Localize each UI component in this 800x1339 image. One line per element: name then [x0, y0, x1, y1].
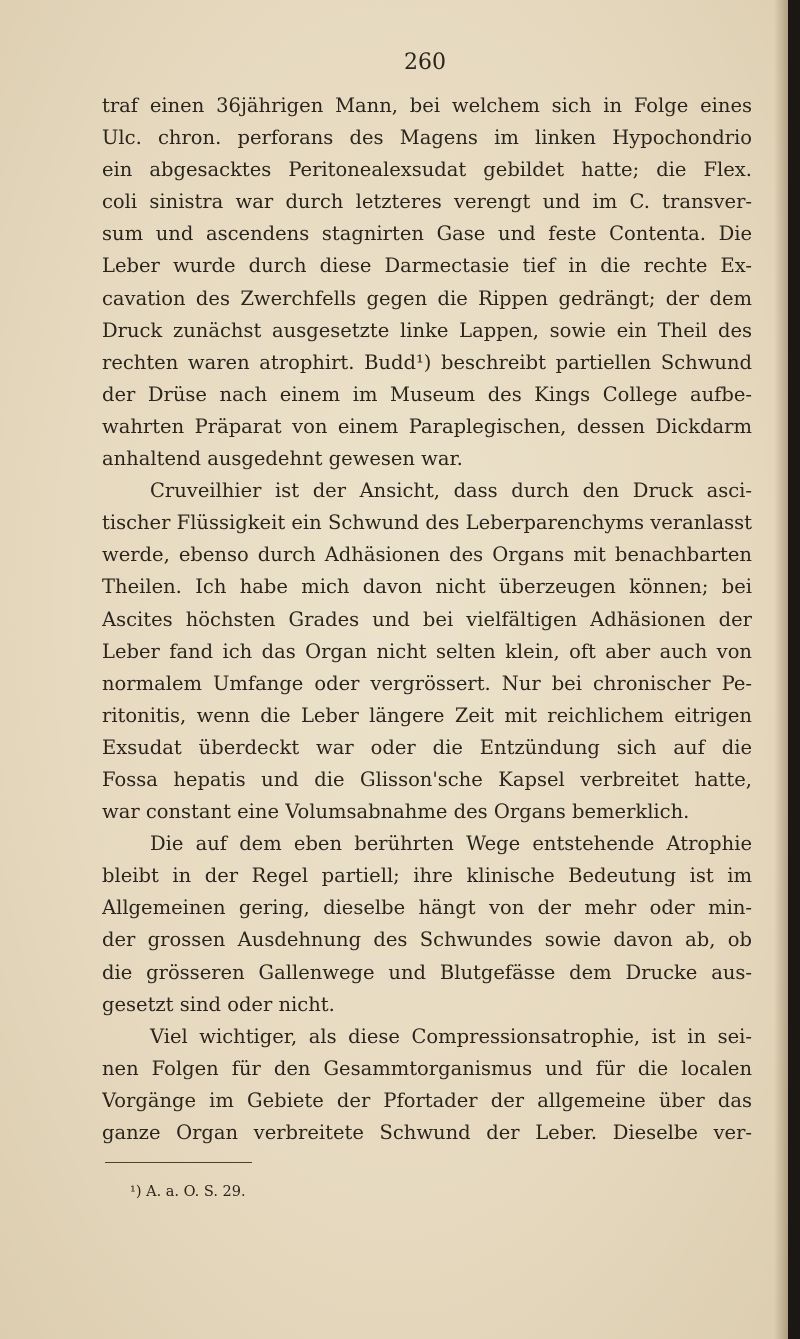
text-line: der grossen Ausdehnung des Schwundes sowie davon ab, ob [102, 928, 752, 952]
text-line: normalem Umfange oder vergrössert. Nur bei chronischer Pe- [102, 671, 752, 695]
footnote [130, 1184, 246, 1200]
text-line: Theilen. Ich habe mich davon nicht überzeugen können; bei [102, 575, 752, 599]
text-line: Vorgänge im Gebiete der Pfortader der allgemeine über das [102, 1088, 752, 1112]
text-line: Viel wichtiger, als diese Compressionsatrophie, ist in sei- [150, 1024, 752, 1048]
text-line: Ascites höchsten Grades und bei vielfältigen Adhäsionen der [102, 607, 752, 631]
text-line: Allgemeinen gering, dieselbe hängt von der mehr oder min- [102, 896, 752, 920]
text-line: der Drüse nach einem im Museum des Kings College aufbe- [102, 382, 752, 406]
text-line: traf einen 36jährigen Mann, bei welchem sich in Folge eines [102, 94, 752, 117]
text-line: coli sinistra war durch letzteres verengt und im C. transver- [102, 190, 752, 214]
page-edge-shadow [774, 0, 788, 1339]
text-line: Ulc. chron. perforans des Magens im linken Hypochondrio [102, 126, 752, 150]
text-line: wahrten Präparat von einem Paraplegischen, dessen Dickdarm [102, 414, 752, 438]
text-line: Druck zunächst ausgesetzte linke Lappen, sowie ein Theil des [102, 318, 752, 342]
text-line: war constant eine Volumsabnahme des Organs bemerklich. [102, 800, 690, 824]
text-line: anhaltend ausgedehnt gewesen war. [102, 447, 463, 471]
text-line: Leber fand ich das Organ nicht selten klein, oft aber auch von [102, 639, 752, 663]
page-number: 260 [404, 50, 446, 75]
text-line: Die auf dem eben berührten Wege entstehende Atrophie [150, 832, 752, 856]
text-line: nen Folgen für den Gesammtorganismus und für die localen [102, 1056, 752, 1080]
text-line: die grösseren Gallenwege und Blutgefässe dem Drucke aus- [102, 960, 752, 984]
text-line: ritonitis, wenn die Leber längere Zeit mit reichlichem eitrigen [102, 703, 752, 727]
text-line: Cruveilhier ist der Ansicht, dass durch den Druck asci- [150, 479, 752, 503]
text-line: tischer Flüssigkeit ein Schwund des Leberparenchyms veranlasst [102, 511, 752, 535]
footnote-text: A. a. O. S. 29. [146, 1184, 246, 1200]
text-line: sum und ascendens stagnirten Gase und feste Contenta. Die [102, 222, 752, 246]
text-line: gesetzt sind oder nicht. [102, 992, 335, 1016]
text-line: Exsudat überdeckt war oder die Entzündung sich auf die [102, 735, 752, 759]
text-line: ganze Organ verbreitete Schwund der Leber. Dieselbe ver- [102, 1121, 752, 1144]
text-line: rechten waren atrophirt. Budd¹) beschreibt partiellen Schwund [102, 350, 752, 374]
footnote-divider [105, 1162, 252, 1163]
text-line: Fossa hepatis und die Glisson'sche Kapsel verbreitet hatte, [102, 767, 752, 791]
footnote-marker: ¹) [130, 1184, 142, 1200]
text-line: Leber wurde durch diese Darmectasie tief in die rechte Ex- [102, 254, 752, 278]
body-text [102, 90, 752, 1149]
text-line: bleibt in der Regel partiell; ihre klinische Bedeutung ist im [102, 864, 752, 888]
text-line: werde, ebenso durch Adhäsionen des Organs mit benachbarten [102, 543, 752, 567]
text-line: cavation des Zwerchfells gegen die Rippen gedrängt; der dem [102, 286, 752, 310]
text-line: ein abgesacktes Peritonealexsudat gebildet hatte; die Flex. [102, 158, 752, 182]
